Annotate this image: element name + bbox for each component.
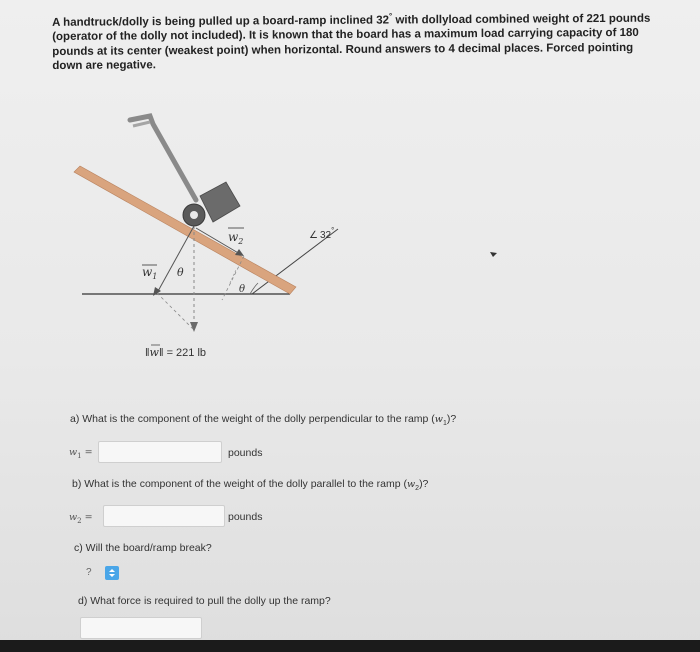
problem-statement: A handtruck/dolly is being pulled up a board-ramp inclined 32° with dollyload combined weight of 221 pounds (operator of the dolly not included). It is known that the board has a maximum load carrying capacity of 180 pounds at its center (weakest point) when horizontal. Round answers to 4 decimal places. Forced pointing down are negative.	[52, 11, 651, 73]
w1-unit: pounds	[228, 447, 263, 459]
question-b: b) What is the component of the weight of the dolly parallel to the ramp $(w_2)$?	[72, 478, 429, 493]
screen-bottom-edge	[0, 640, 700, 652]
magnitude-label: ‖w‖ = 221 lb	[145, 346, 207, 359]
w2-answer-input[interactable]	[103, 505, 225, 527]
question-c: c) Will the board/ramp break?	[74, 542, 212, 554]
w2-label: $w_2$	[228, 230, 244, 246]
w1-input-label: $w_1$ =	[69, 447, 93, 460]
theta-label-1: θ	[177, 266, 184, 279]
w1-answer-input[interactable]	[98, 441, 222, 463]
chevron-updown-icon	[105, 566, 119, 580]
question-a: a) What is the component of the weight of the dolly perpendicular to the ramp $(w_1)$?	[70, 413, 457, 428]
w2-unit: pounds	[228, 511, 263, 523]
w1-label: $w_1$	[142, 265, 158, 281]
break-select-value: ?	[86, 567, 92, 578]
w2-input-label: $w_2$ =	[69, 512, 93, 525]
w1-vector	[157, 226, 194, 293]
force-answer-input[interactable]	[80, 617, 202, 639]
dolly-box	[200, 182, 240, 222]
angle-label: ∠ 32°	[309, 226, 335, 241]
theta-label-2: θ	[239, 284, 246, 295]
dolly-handle	[130, 116, 196, 200]
mouse-cursor-icon	[490, 252, 497, 257]
break-select-dropdown[interactable]	[105, 566, 119, 580]
question-d: d) What force is required to pull the dolly up the ramp?	[78, 595, 331, 607]
